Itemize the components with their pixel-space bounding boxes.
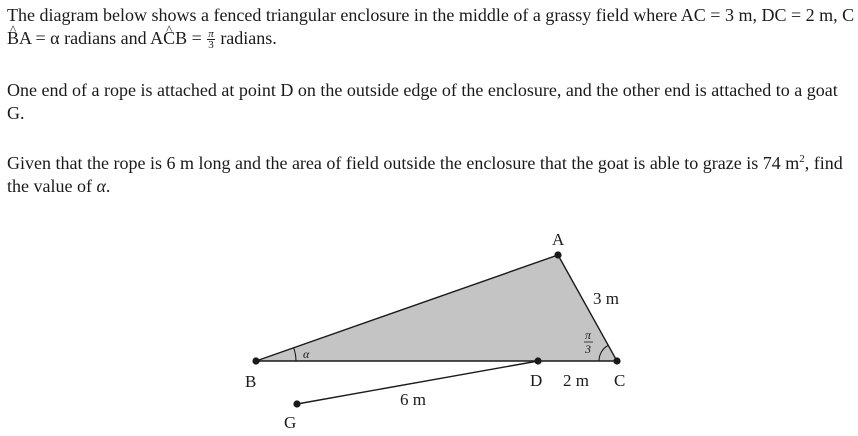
pi-over-three-fraction bbox=[207, 29, 215, 50]
setup-line-1: The diagram below shows a fenced triangular enclosure in the middle of a grassy field where bbox=[7, 5, 678, 25]
point-d bbox=[534, 357, 541, 364]
point-g bbox=[293, 400, 300, 407]
fraction-numerator: π bbox=[208, 28, 214, 41]
angle-acb-text bbox=[150, 28, 187, 48]
label-a: A bbox=[552, 230, 565, 249]
label-c: C bbox=[614, 371, 626, 390]
angle-cba-c: C bbox=[842, 5, 855, 25]
label-ac-length: 3 m bbox=[593, 289, 619, 308]
point-b bbox=[252, 357, 259, 364]
radians-text: radians. bbox=[220, 28, 277, 48]
label-b: B bbox=[245, 372, 257, 391]
angle-cba-b: B ^ bbox=[7, 27, 19, 50]
area-exponent: 2 bbox=[799, 153, 805, 165]
paragraph-problem-setup bbox=[7, 4, 855, 50]
alpha-symbol: α bbox=[96, 176, 106, 196]
triangle-enclosure bbox=[256, 255, 617, 361]
alpha-radians-text: = α radians and bbox=[35, 28, 147, 48]
label-rope-length: 6 m bbox=[400, 390, 426, 409]
paragraph-rope-description: One end of a rope is attached at point D on the outside edge of the enclosure, and the other end is attached to a goat G. bbox=[7, 80, 838, 123]
point-a bbox=[554, 251, 561, 258]
paragraph-question bbox=[7, 152, 855, 198]
label-three: 3 bbox=[585, 342, 591, 356]
equals-sign: = bbox=[191, 28, 202, 48]
enclosure-diagram bbox=[0, 220, 858, 436]
angle-acb-c: C ^ bbox=[163, 27, 175, 50]
label-pi: π bbox=[585, 328, 592, 342]
angle-cba-a: A bbox=[19, 28, 32, 48]
angle-acb-b: B bbox=[175, 28, 188, 48]
question-text: Given that the rope is 6 m long and the area of field outside the enclosure that the goat is able to graze is 74 m bbox=[7, 153, 800, 173]
ac-length-text: AC = 3 m, bbox=[680, 5, 757, 25]
dc-length-text: DC = 2 m, bbox=[761, 5, 838, 25]
point-c bbox=[613, 357, 620, 364]
question-text-tail: , find the value of bbox=[7, 153, 843, 196]
label-g: G bbox=[284, 413, 297, 432]
question-end: . bbox=[105, 176, 111, 196]
fraction-denominator: 3 bbox=[208, 39, 214, 52]
label-d: D bbox=[530, 371, 543, 390]
angle-acb-a: A bbox=[150, 28, 164, 48]
label-alpha: α bbox=[303, 347, 310, 361]
label-dc-length: 2 m bbox=[563, 371, 589, 390]
